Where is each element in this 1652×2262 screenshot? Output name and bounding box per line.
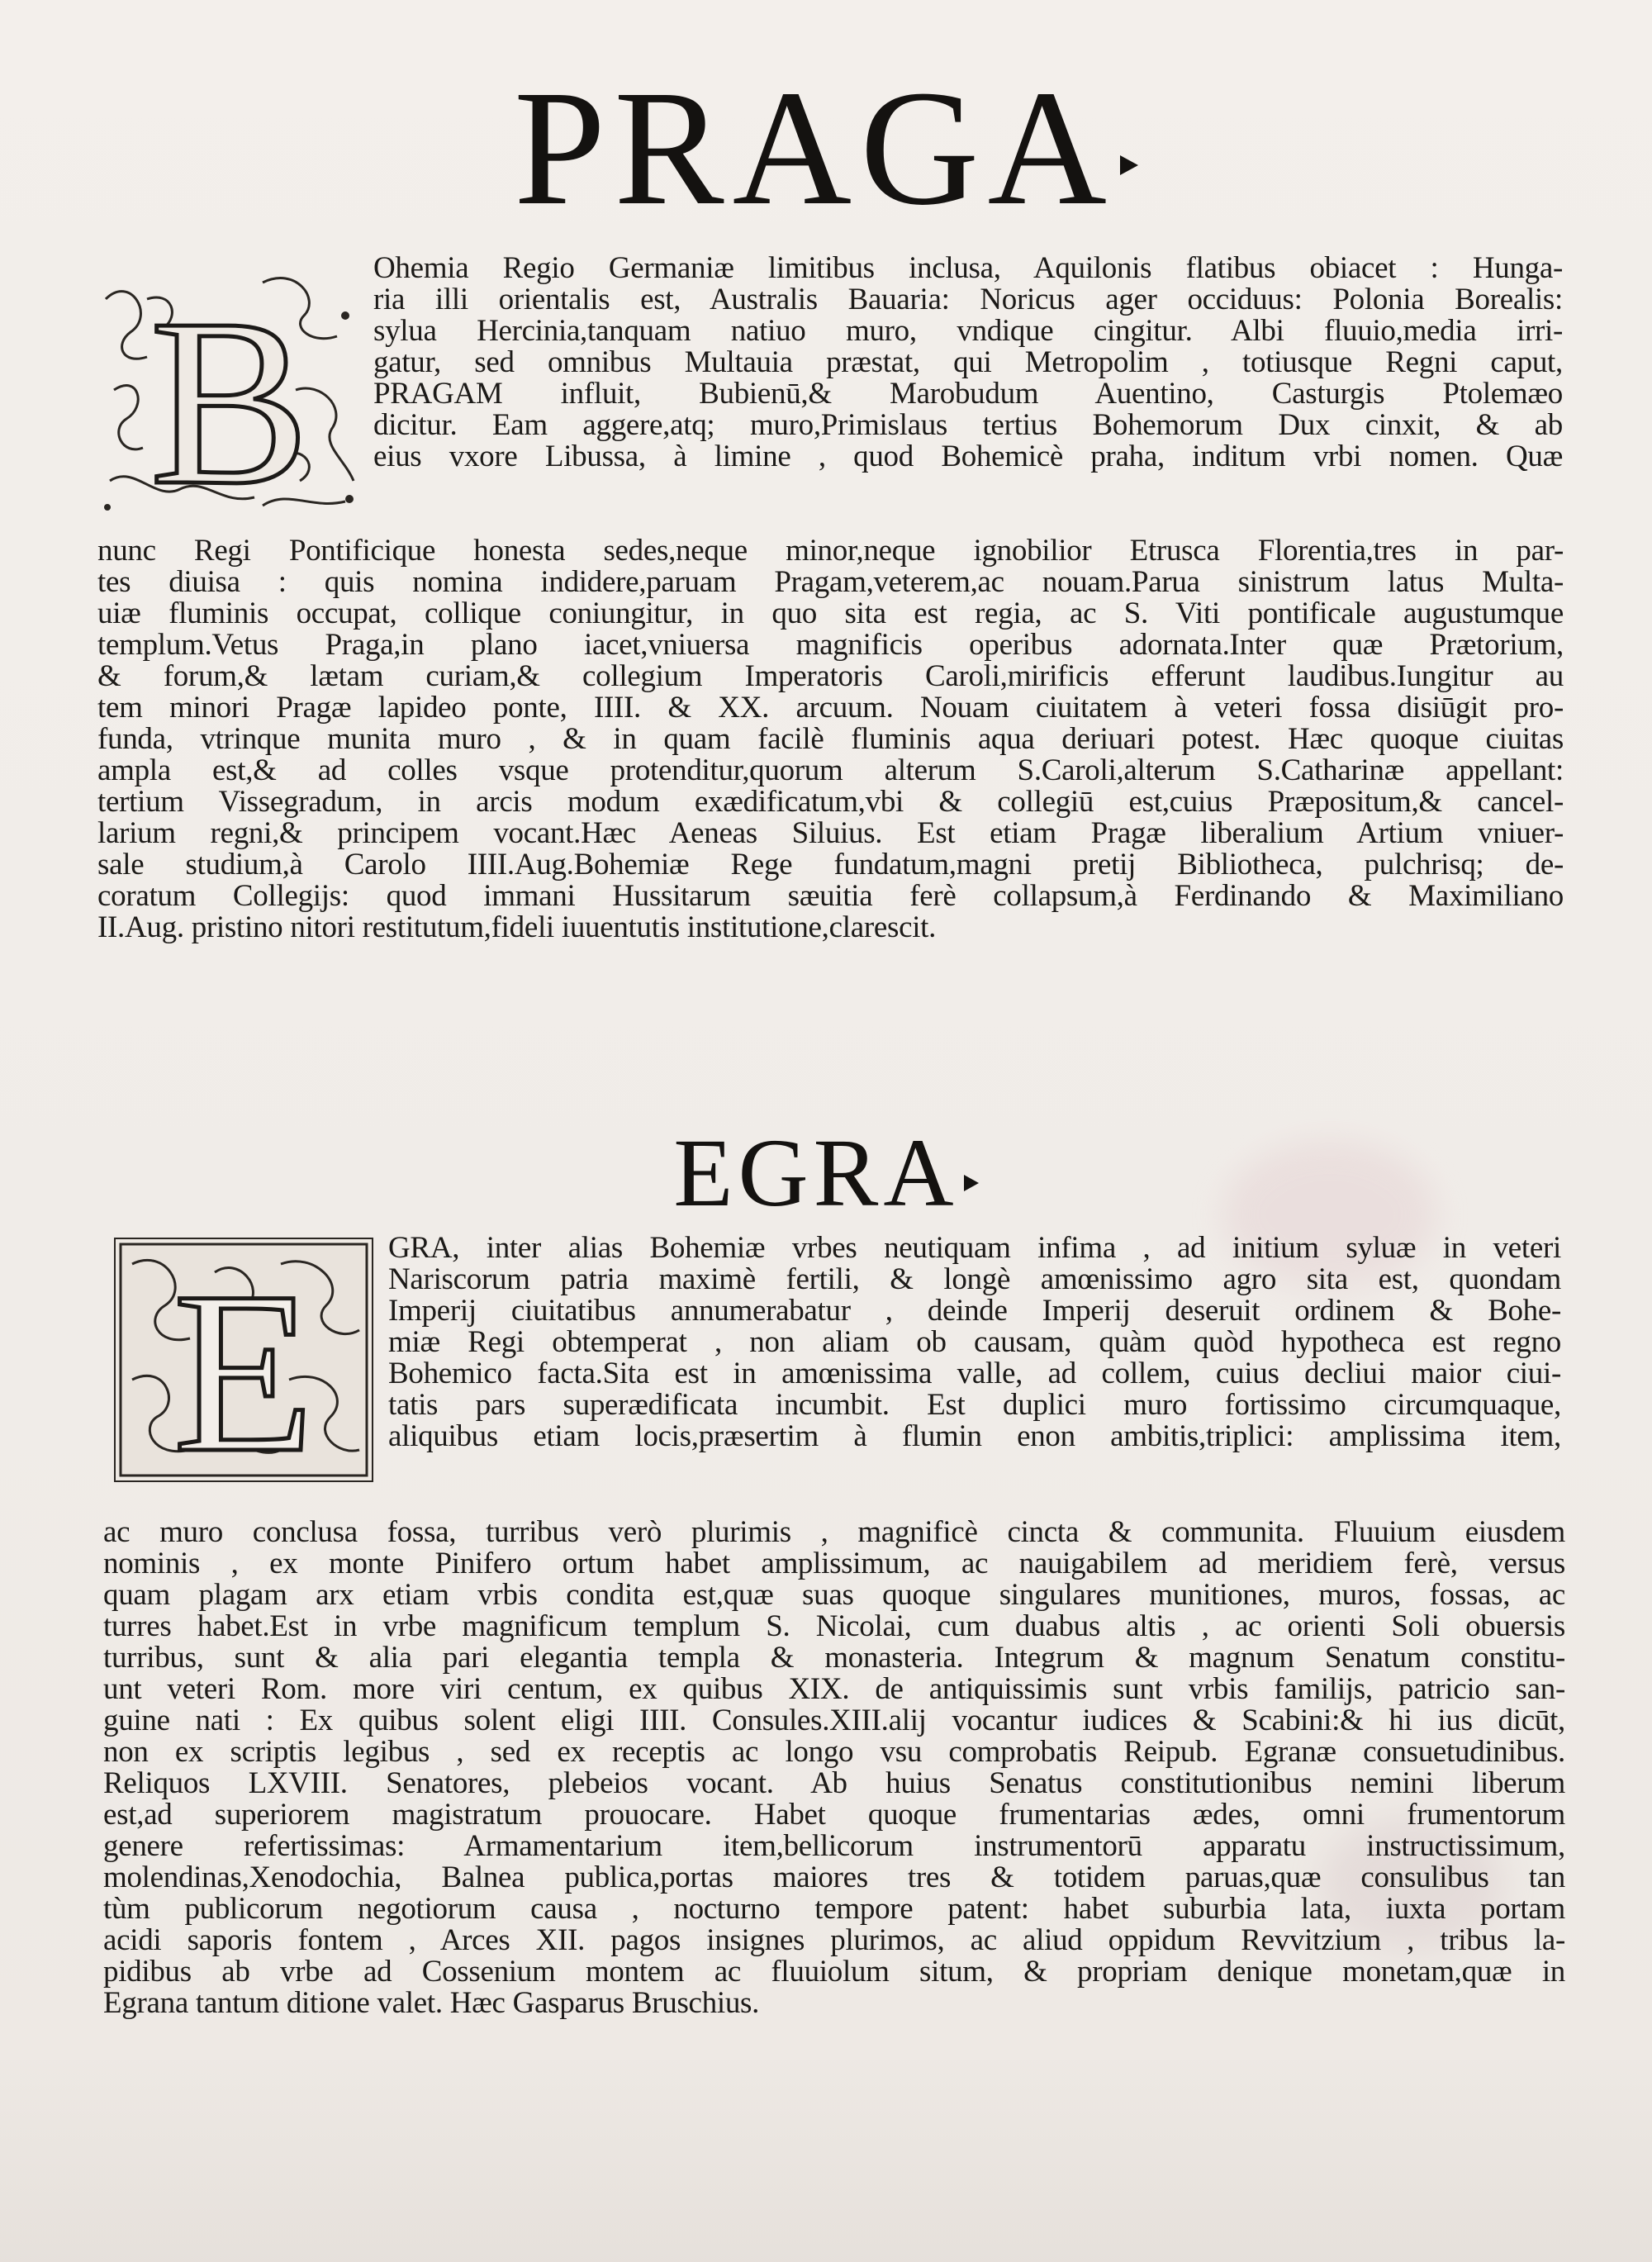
text-line: uiæ fluminis occupat, collique coniungitur, in quo sita est regia, ac S. Viti pontificale augustumque <box>97 596 1564 630</box>
text-line: sylua Hercinia,tanquam natiuo muro, vndique cingitur. Albi fluuio,media irri- <box>373 314 1563 348</box>
initial-letter: B <box>150 269 310 516</box>
text-line: miæ Regi obtemperat , non aliam ob causam, quàm quòd hypotheca est regno <box>388 1325 1561 1359</box>
text-line: Ohemia Regio Germaniæ limitibus inclusa, Aquilonis flatibus obiacet : Hunga- <box>373 251 1563 285</box>
text-line: larium regni,& principem vocant.Hæc Aeneas Siluius. Est etiam Pragæ liberalium Artium vniuer- <box>97 816 1564 850</box>
text-line: aliquibus etiam locis,præsertim à flumin enon ambitis,triplici: amplissima item, <box>388 1419 1561 1453</box>
text-line: sale studium,à Carolo IIII.Aug.Bohemiæ Rege fundatum,magni pretij Bibliotheca, pulchrisq; de- <box>97 848 1564 882</box>
decorated-initial-b <box>97 266 360 516</box>
text-line: molendinas,Xenodochia, Balnea publica,portas maiores tres & totidem paruas,quæ consulibus tan <box>103 1860 1565 1894</box>
text-line: nominis , ex monte Pinifero ortum habet amplissimum, ac nauigabilem ad meridiem ferè, versus <box>103 1547 1565 1580</box>
egra-paragraph-indented <box>388 1233 1561 1452</box>
text-line: tes diuisa : quis nomina indidere,paruam Pragam,veterem,ac nouam.Parua sinistrum latus Multa- <box>97 565 1564 599</box>
title-ornament-icon <box>1120 155 1138 175</box>
egra-paragraph-full <box>103 1517 1565 2019</box>
text-line: turres habet.Est in vrbe magnificum templum S. Nicolai, cum duabus altis , ac orienti Soli obuersis <box>103 1609 1565 1643</box>
ornament-foliage-icon <box>97 266 360 516</box>
title-praga: PRAGA <box>0 50 1652 248</box>
praga-paragraph-indented <box>373 253 1563 473</box>
title-egra: EGRA <box>0 1111 1652 1235</box>
text-line: est,ad superiorem magistratum prouocare. Habet quoque frumentarias ædes, omni frumentorum <box>103 1798 1565 1832</box>
text-line: turribus, sunt & alia pari elegantia templa & monasteria. Integrum & magnum Senatum constitu- <box>103 1641 1565 1675</box>
ornament-scroll-icon <box>116 1239 372 1480</box>
paper-shade <box>0 2049 1652 2262</box>
text-line: coratum Collegijs: quod immani Hussitarum sæuitia ferè collapsum,à Ferdinando & Maximiliano <box>97 879 1564 913</box>
text-line: ac muro conclusa fossa, turribus verò plurimis , magnificè cincta & communita. Fluuium eiusdem <box>103 1515 1565 1549</box>
text-line: Egrana tantum ditione valet. Hæc Gasparus Bruschius. <box>103 1986 760 2020</box>
text-line: eius vxore Libussa, à limine , quod Bohemicè praha, inditum vrbi nomen. Quæ <box>373 440 1563 473</box>
text-line: templum.Vetus Praga,in plano iacet,vniuersa magnificis operibus adornata.Inter quæ Prætorium, <box>97 628 1564 662</box>
text-line: Bohemico facta.Sita est in amœnissima valle, ad collem, cuius decliui maior ciui- <box>388 1357 1561 1390</box>
initial-letter: E <box>173 1243 315 1480</box>
text-line: II.Aug. pristino nitori restitutum,fideli iuuentutis institutione,clarescit. <box>97 910 937 944</box>
praga-paragraph-full <box>97 535 1564 943</box>
text-line: quam plagam arx etiam vrbis condita est,quæ suas quoque singulares munitiones, muros, fossas, ac <box>103 1578 1565 1612</box>
text-line: PRAGAM influit, Bubienū,& Marobudum Auentino, Casturgis Ptolemæo <box>373 377 1563 411</box>
text-line: ria illi orientalis est, Australis Bauaria: Noricus ager occiduus: Polonia Borealis: <box>373 283 1563 316</box>
text-line: tùm publicorum negotiorum causa , nocturno tempore patent: habet suburbia lata, iuxta portam <box>103 1892 1565 1926</box>
text-line: non ex scriptis legibus , sed ex receptis ac longo vsu comprobatis Reipub. Egranæ consuetudinibus. <box>103 1735 1565 1769</box>
text-line: acidi saporis fontem , Arces XII. pagos insignes plurimos, ac aliud oppidum Revvitzium , tribus la- <box>103 1923 1565 1957</box>
text-line: funda, vtrinque munita muro , & in quam facilè fluminis aqua deriuari potest. Hæc quoque ciuitas <box>97 722 1564 756</box>
text-line: dicitur. Eam aggere,atq; muro,Primislaus tertius Bohemorum Dux cinxit, & ab <box>373 408 1563 442</box>
title-ornament-icon <box>964 1175 979 1191</box>
text-line: gatur, sed omnibus Multauia præstat, qui Metropolim , totiusque Regni caput, <box>373 345 1563 379</box>
text-line: Imperij ciuitatibus annumerabatur , deinde Imperij deseruit ordinem & Bohe- <box>388 1294 1561 1328</box>
text-line: Reliquos LXVIII. Senatores, plebeios vocant. Ab huius Senatus constitutionibus nemini liberum <box>103 1766 1565 1800</box>
text-line: pidibus ab vrbe ad Cossenium montem ac fluuiolum situm, & propriam denique monetam,quæ in <box>103 1955 1565 1989</box>
text-line: tertium Vissegradum, in arcis modum exædificatum,vbi & collegiū est,cuius Præpositum,& cancel- <box>97 785 1564 819</box>
text-line: genere refertissimas: Armamentarium item,bellicorum instrumentorū apparatu instructissimum, <box>103 1829 1565 1863</box>
text-line: & forum,& lætam curiam,& collegium Imperatoris Caroli,mirificis efferunt laudibus.Iungitur au <box>97 659 1564 693</box>
text-line: ampla est,& ad colles vsque protenditur,quorum alterum S.Caroli,alterum S.Catharinæ appellant: <box>97 753 1564 787</box>
text-line: unt veteri Rom. more viri centum, ex quibus XIX. de antiquissimis sunt vrbis familijs, patricio san- <box>103 1672 1565 1706</box>
text-line: tatis pars superædificata incumbit. Est duplici muro fortissimo circumquaque, <box>388 1388 1561 1422</box>
text-line: Nariscorum patria maximè fertili, & longè amœnissimo agro sita est, quondam <box>388 1262 1561 1296</box>
text-line: tem minori Pragæ lapideo ponte, IIII. & XX. arcuum. Nouam ciuitatem à veteri fossa disiūgit pro- <box>97 691 1564 725</box>
text-line: guine nati : Ex quibus solent eligi IIII. Consules.XIII.alij vocantur iudices & Scabini:& hi ius dicūt, <box>103 1704 1565 1737</box>
text-line: nunc Regi Pontificique honesta sedes,neque minor,neque ignobilior Etrusca Florentia,tres in par- <box>97 534 1564 568</box>
text-line: GRA, inter alias Bohemiæ vrbes neutiquam infima , ad initium syluæ in veteri <box>388 1231 1561 1265</box>
decorated-initial-e <box>114 1238 373 1482</box>
